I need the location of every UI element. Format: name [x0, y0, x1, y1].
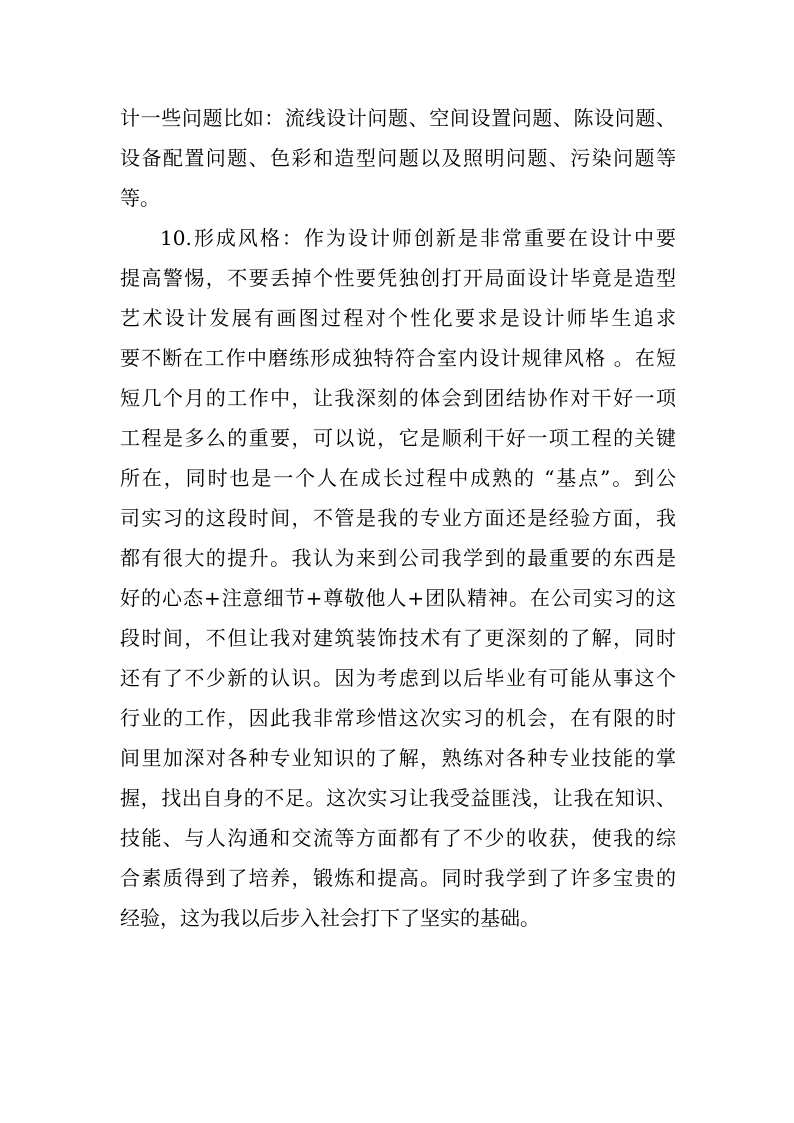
body-text: [120, 98, 676, 938]
text-line: 设备配置问题、色彩和造型问题以及照明问题、污染问题等: [120, 146, 676, 170]
text-line: 要不断在工作中磨练形成独特符合室内设计规律风格 。在短: [120, 346, 676, 370]
paragraph-start-line: 10.形成风格：作为设计师创新是非常重要在设计中要: [160, 226, 676, 250]
text-line: 间里加深对各种专业知识的了解，熟练对各种专业技能的掌: [120, 746, 676, 770]
text-line: 艺术设计发展有画图过程对个性化要求是设计师毕生追求: [120, 306, 676, 330]
text-line: 提高警惕，不要丢掉个性要凭独创打开局面设计毕竟是造型: [120, 266, 676, 290]
text-line: 经验，这为我以后步入社会打下了坚实的基础。: [120, 906, 540, 930]
text-line: 行业的工作，因此我非常珍惜这次实习的机会，在有限的时: [120, 706, 676, 730]
text-line: 握，找出自身的不足。这次实习让我受益匪浅，让我在知识、: [120, 786, 676, 810]
text-line: 工程是多么的重要，可以说，它是顺利干好一项工程的关键: [120, 426, 676, 450]
text-line: 短几个月的工作中，让我深刻的体会到团结协作对干好一项: [120, 386, 676, 410]
text-line: 段时间，不但让我对建筑装饰技术有了更深刻的了解，同时: [120, 626, 676, 650]
text-line: 都有很大的提升。我认为来到公司我学到的最重要的东西是: [120, 546, 676, 570]
text-line: 合素质得到了培养，锻炼和提高。同时我学到了许多宝贵的: [120, 866, 676, 890]
text-line: 司实习的这段时间，不管是我的专业方面还是经验方面，我: [120, 506, 676, 530]
text-line: 好的心态+注意细节+尊敬他人+团队精神。在公司实习的这: [120, 586, 676, 610]
text-line: 还有了不少新的认识。因为考虑到以后毕业有可能从事这个: [120, 666, 676, 690]
text-line: 技能、与人沟通和交流等方面都有了不少的收获，使我的综: [120, 826, 676, 850]
text-line: 计一些问题比如：流线设计问题、空间设置问题、陈设问题、: [120, 106, 676, 130]
text-line: 所在，同时也是一个人在成长过程中成熟的 “基点”。到公: [120, 466, 676, 490]
text-line: 等。: [120, 186, 160, 210]
